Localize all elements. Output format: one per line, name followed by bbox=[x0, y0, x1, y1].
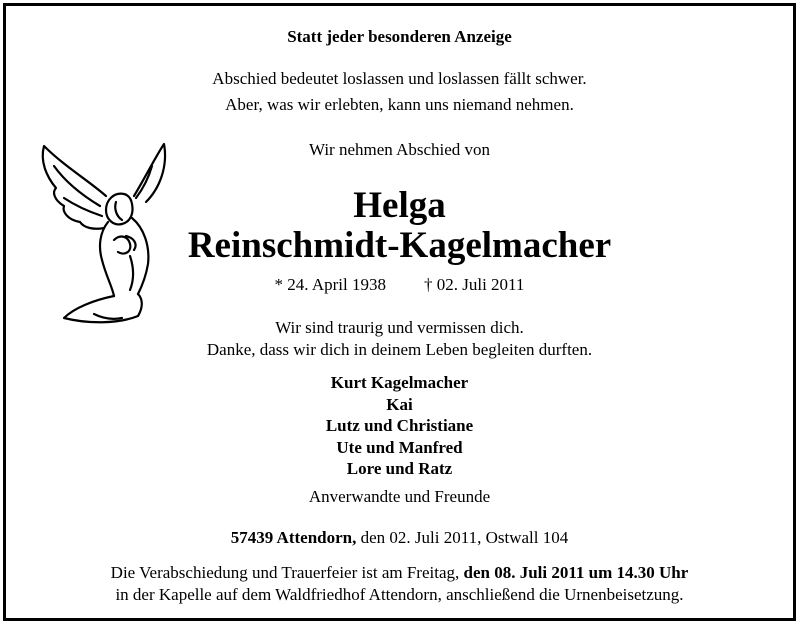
mourner-name: Lore und Ratz bbox=[346, 459, 453, 478]
mourner-name: Kurt Kagelmacher bbox=[330, 373, 469, 392]
deceased-last-name: Reinschmidt-Kagelmacher bbox=[187, 225, 612, 266]
service-line-2: in der Kapelle auf dem Waldfriedhof Attendorn, anschließend die Urnenbeisetzung. bbox=[115, 585, 684, 604]
mourner-name: Ute und Manfred bbox=[336, 437, 463, 457]
quote-line-1: Abschied bedeutet loslassen und loslassen fällt schwer. bbox=[212, 69, 587, 88]
life-dates bbox=[6, 275, 793, 295]
mourner-list bbox=[6, 372, 793, 480]
quote-line-2: Aber, was wir erlebten, kann uns niemand nehmen. bbox=[225, 95, 574, 114]
death-date: † 02. Juli 2011 bbox=[424, 275, 525, 294]
heading: Statt jeder besonderen Anzeige bbox=[287, 27, 512, 46]
deceased-first-name: Helga bbox=[353, 185, 446, 226]
service-line-1 bbox=[6, 563, 793, 583]
relatives-text: Anverwandte und Freunde bbox=[308, 487, 491, 506]
place-details: den 02. Juli 2011, Ostwall 104 bbox=[356, 528, 569, 547]
mourner-name: Lutz und Christiane bbox=[325, 416, 474, 435]
message-line-2: Danke, dass wir dich in deinem Leben begleiten durften. bbox=[206, 340, 593, 359]
obituary-notice bbox=[3, 3, 796, 621]
message-line-1: Wir sind traurig und vermissen dich. bbox=[275, 318, 524, 337]
birth-date: * 24. April 1938 bbox=[274, 275, 386, 294]
mourner-name: Kai bbox=[386, 394, 413, 414]
service-datetime: den 08. Juli 2011 um 14.30 Uhr bbox=[463, 563, 689, 582]
intro-text: Wir nehmen Abschied von bbox=[308, 140, 491, 159]
place-city: 57439 Attendorn, bbox=[230, 528, 357, 547]
place-and-date bbox=[6, 528, 793, 548]
service-intro: Die Verabschiedung und Trauerfeier ist am Freitag, bbox=[110, 563, 464, 582]
